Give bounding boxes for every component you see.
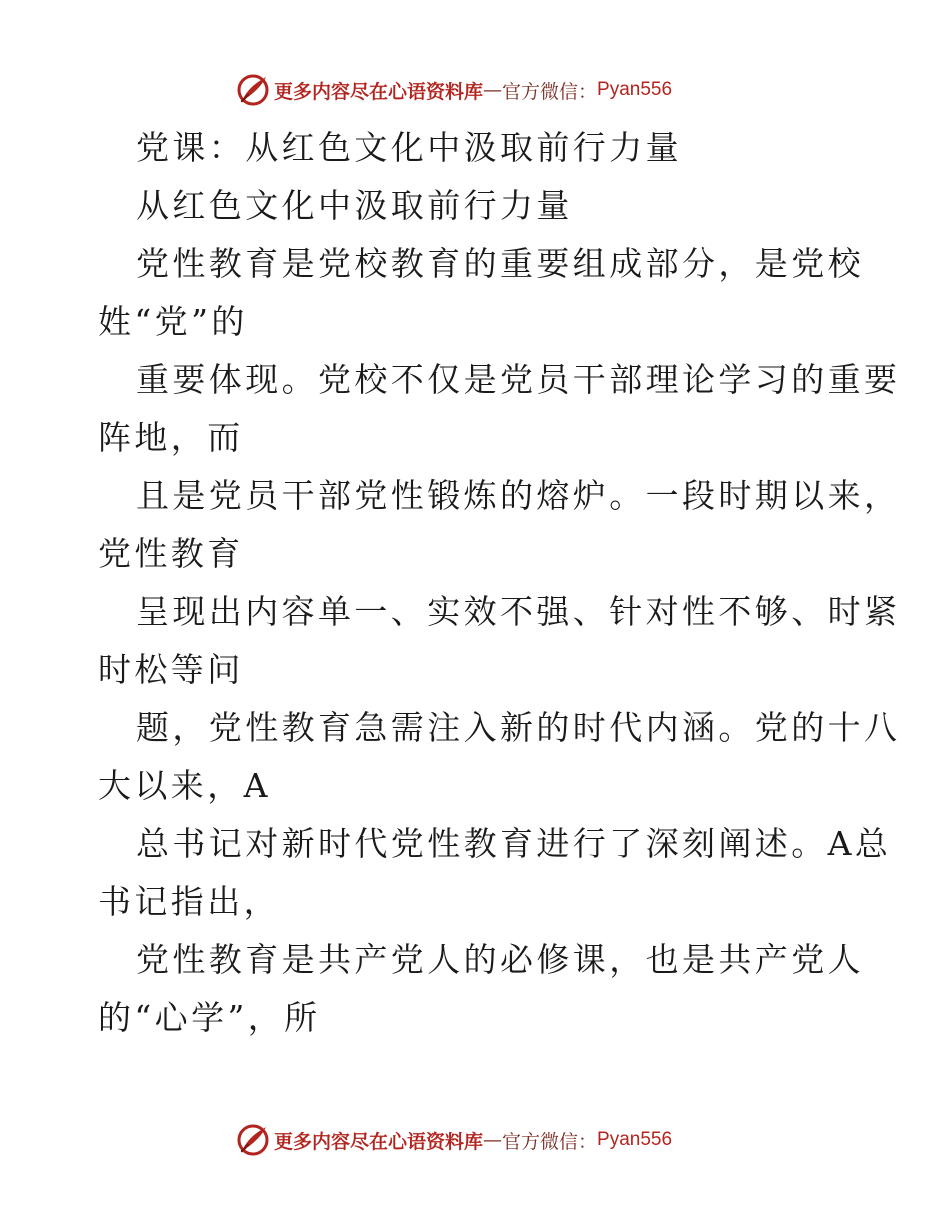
text-line: 的“心学”，所 <box>98 998 321 1037</box>
banner-dash: — <box>483 1129 503 1151</box>
banner-wechat-id: Pyan556 <box>597 79 673 100</box>
text-line: 大以来，A <box>98 766 271 805</box>
text-line: 姓“党”的 <box>98 302 248 341</box>
header-banner <box>236 72 716 108</box>
banner-wechat-label: 官方微信： <box>502 80 598 103</box>
banner-wechat-label: 官方微信： <box>502 1130 598 1153</box>
document-subtitle: 从红色文化中汲取前行力量 <box>136 186 573 225</box>
text-line: 总书记对新时代党性教育进行了深刻阐述。A总 <box>136 824 892 863</box>
text-line: 呈现出内容单一、实效不强、针对性不够、时紧 <box>136 592 901 631</box>
text-line: 时松等问 <box>98 650 244 689</box>
quill-logo-icon <box>236 1123 270 1157</box>
text-line: 题，党性教育急需注入新的时代内涵。党的十八 <box>136 708 901 747</box>
banner-dash: — <box>483 79 503 101</box>
text-line: 党性教育是共产党人的必修课，也是共产党人 <box>136 940 864 979</box>
document-title: 党课：从红色文化中汲取前行力量 <box>136 128 682 167</box>
text-line: 阵地，而 <box>98 418 244 457</box>
banner-text: 更多内容尽在心语资料库 <box>274 80 484 103</box>
footer-banner <box>236 1122 716 1158</box>
banner-text: 更多内容尽在心语资料库 <box>274 1130 484 1153</box>
text-line: 党性教育是党校教育的重要组成部分，是党校 <box>136 244 864 283</box>
text-line: 书记指出， <box>98 882 280 921</box>
text-line: 且是党员干部党性锻炼的熔炉。一段时期以来， <box>136 476 901 515</box>
text-line: 党性教育 <box>98 534 244 573</box>
banner-wechat-id: Pyan556 <box>597 1129 673 1150</box>
quill-logo-icon <box>236 73 270 107</box>
text-line: 重要体现。党校不仅是党员干部理论学习的重要 <box>136 360 901 399</box>
